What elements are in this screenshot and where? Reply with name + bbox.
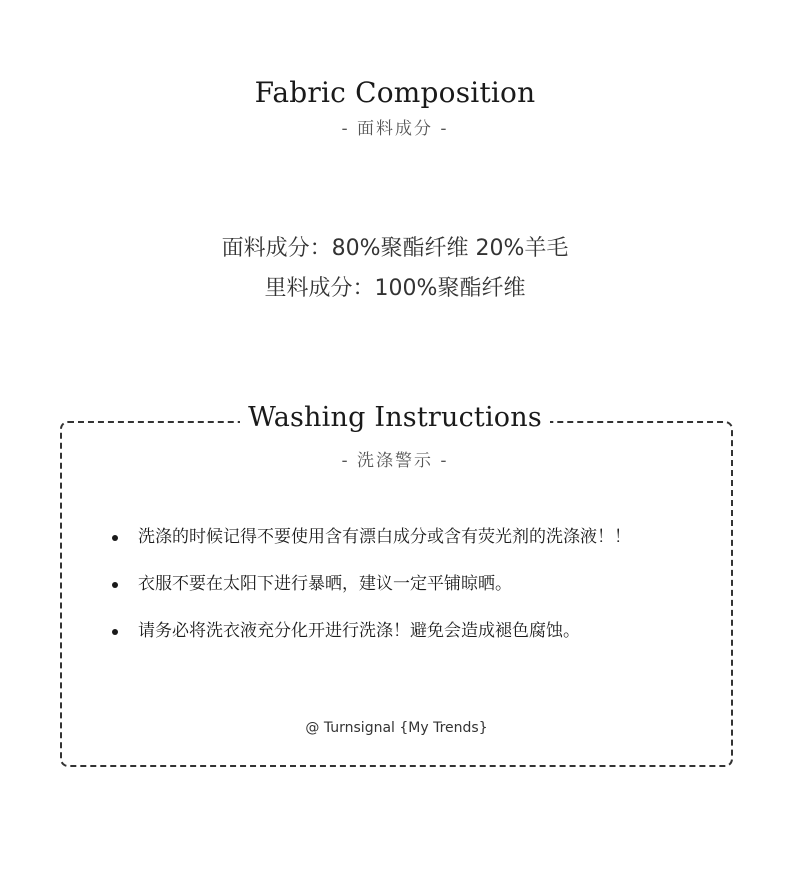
list-item <box>110 523 750 570</box>
list-item <box>110 617 750 664</box>
fabric-composition-subtitle: - 面料成分 - <box>341 119 449 139</box>
washing-instructions-list <box>110 523 750 664</box>
bullet-icon <box>112 582 118 588</box>
lining-fabric-composition: 里料成分：100%聚酯纤维 <box>264 276 526 301</box>
outer-fabric-composition: 面料成分：80%聚酯纤维 20%羊毛 <box>221 236 569 261</box>
washing-instructions-subtitle: - 洗涤警示 - <box>341 451 449 471</box>
washing-instructions-title: Washing Instructions <box>248 402 542 433</box>
bullet-icon <box>112 535 118 541</box>
brand-credit: @ Turnsignal {My Trends} <box>305 720 488 736</box>
instruction-text: 衣服不要在太阳下进行暴晒，建议一定平铺晾晒。 <box>138 574 512 594</box>
instruction-text: 洗涤的时候记得不要使用含有漂白成分或含有荧光剂的洗涤液！！ <box>138 527 631 547</box>
bullet-icon <box>112 629 118 635</box>
fabric-composition-title: Fabric Composition <box>254 76 536 109</box>
list-item <box>110 570 750 617</box>
instruction-text: 请务必将洗衣液充分化开进行洗涤！避免会造成褪色腐蚀。 <box>138 621 580 641</box>
